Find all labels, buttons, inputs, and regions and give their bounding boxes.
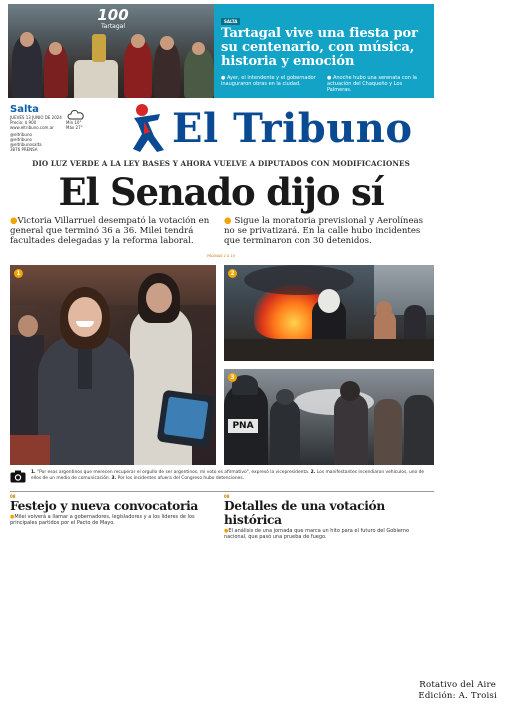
photo-police[interactable] — [224, 369, 434, 465]
caption-text — [31, 470, 434, 482]
caption-number: 2. — [310, 470, 316, 475]
newspaper-logo[interactable] — [130, 100, 434, 156]
caption-part: "Por esos argentinos que merecen recuperar el orgullo de ser argentinos, mi voto es afirmativo", expresó la vicepresidenta. — [35, 470, 311, 475]
lead-headline[interactable]: El Senado dijo sí — [58, 170, 384, 214]
lead-summary-left — [10, 216, 218, 246]
social-handle[interactable]: 3876 PRENSA — [10, 147, 38, 152]
camera-icon — [10, 470, 26, 483]
caption-part: Los manifestantes incendiaron vehículos, uno de ellos de un medio de comunicación. — [31, 470, 425, 481]
article-title[interactable]: Detalles de una votación histórica — [224, 499, 385, 527]
centenary-number: 100 — [97, 6, 129, 24]
newspaper-front-page — [8, 4, 434, 540]
promo-text-panel — [214, 4, 434, 98]
article-page-number: 08 — [224, 494, 230, 499]
credit-line-1: Rotativo del Aire — [419, 680, 497, 690]
social-list — [10, 132, 70, 152]
weather-min: Mín 10° — [66, 120, 82, 125]
lead-kicker: DIO LUZ VERDE A LA LEY BASES Y AHORA VUELVE A DIPUTADOS CON MODIFICACIONES — [32, 159, 410, 168]
section-divider — [10, 491, 434, 492]
lead-summary-right — [224, 216, 432, 246]
article-detalles[interactable] — [224, 494, 430, 540]
caption-number: 3. — [111, 476, 117, 481]
promo-banner[interactable] — [8, 4, 434, 98]
article-festejo[interactable] — [10, 494, 216, 526]
promo-bullet: ● Anoche hubo una serenata con la actuación del Chaqueño y Los Palmeras. — [327, 75, 417, 93]
bullet-dot: ● — [10, 216, 18, 226]
article-summary — [224, 528, 430, 540]
photo-caption — [10, 470, 434, 483]
weather-max: Máx 27° — [66, 125, 83, 130]
masthead — [8, 100, 434, 158]
photo-number-badge: 2 — [228, 269, 237, 278]
promo-bullet-text: Ayer, el intendente y el gobernador inauguraron obras en la ciudad. — [221, 75, 316, 87]
caption-part: Por los incidentes afuera del Congreso hubo detenciones. — [116, 476, 245, 481]
edition-city: Salta — [10, 104, 39, 115]
cloud-icon — [66, 108, 86, 120]
weather-widget — [66, 108, 94, 130]
bullet-dot: ● — [224, 216, 235, 226]
caption-number: 1. — [31, 470, 36, 475]
summary-text: Victoria Villarruel desempató la votación en general que terminó 36 a 36. Milei tendrá facultades delegadas y la reforma laboral. — [10, 216, 210, 246]
article-summary — [10, 514, 216, 526]
promo-headline[interactable]: Tartagal vive una fiesta por su centenario, con música, historia y emoción — [221, 26, 418, 69]
logo-figure-icon — [130, 102, 168, 154]
promo-bullet-text: Anoche hubo una serenata con la actuación del Chaqueño y Los Palmeras. — [327, 75, 417, 93]
promo-bullet: ● Ayer, el intendente y el gobernador inauguraron obras en la ciudad. — [221, 75, 316, 87]
promo-kicker: SALTA — [221, 18, 240, 25]
edition-price: Precio: $ 900 — [10, 120, 37, 125]
pna-shield-label: PNA — [228, 419, 258, 433]
page-reference[interactable]: PÁGINAS 2 A 10 — [207, 254, 235, 258]
article-page-number: 08 — [10, 494, 16, 499]
centenary-town: Tartagal — [101, 23, 125, 30]
summary-text: Sigue la moratoria previsional y Aerolíneas no se privatizará. En la calle hubo incidentes que terminaron con 30 detenidos. — [224, 216, 424, 246]
social-handle[interactable]: @eltribuno — [10, 132, 32, 137]
article-summary-text: Milei volverá a llamar a gobernadores, legisladores y a los líderes de los principales partidos por el Pacto de Mayo. — [10, 514, 195, 526]
photo-fire[interactable] — [224, 265, 434, 361]
centenary-badge — [96, 8, 130, 30]
credit-line-2: Edición: A. Troisi — [418, 691, 497, 701]
social-handle[interactable]: @eltribuno — [10, 137, 32, 142]
bullet-dot: ● — [10, 514, 15, 520]
credit-block — [418, 680, 497, 702]
article-summary-text: El análisis de una jornada que marca un hito para el futuro del Gobierno nacional, que pasó una prueba de fuego. — [224, 528, 410, 540]
promo-photo — [8, 4, 214, 98]
edition-info — [10, 104, 70, 152]
social-handle[interactable]: @eltribunosalta — [10, 142, 42, 147]
photo-number-badge: 3 — [228, 373, 237, 382]
edition-date: JUEVES 13 JUNIO DE 2024 — [10, 115, 62, 120]
bullet-dot: ● — [224, 528, 229, 534]
article-title[interactable]: Festejo y nueva convocatoria — [10, 499, 199, 513]
photo-senate[interactable] — [10, 265, 216, 465]
lead-summaries — [10, 216, 432, 246]
photo-number-badge: 1 — [14, 269, 23, 278]
logo-wordmark: El Tribuno — [172, 104, 413, 152]
promo-bullets — [221, 75, 427, 93]
website-link[interactable]: www.eltribuno.com.ar — [10, 125, 54, 130]
